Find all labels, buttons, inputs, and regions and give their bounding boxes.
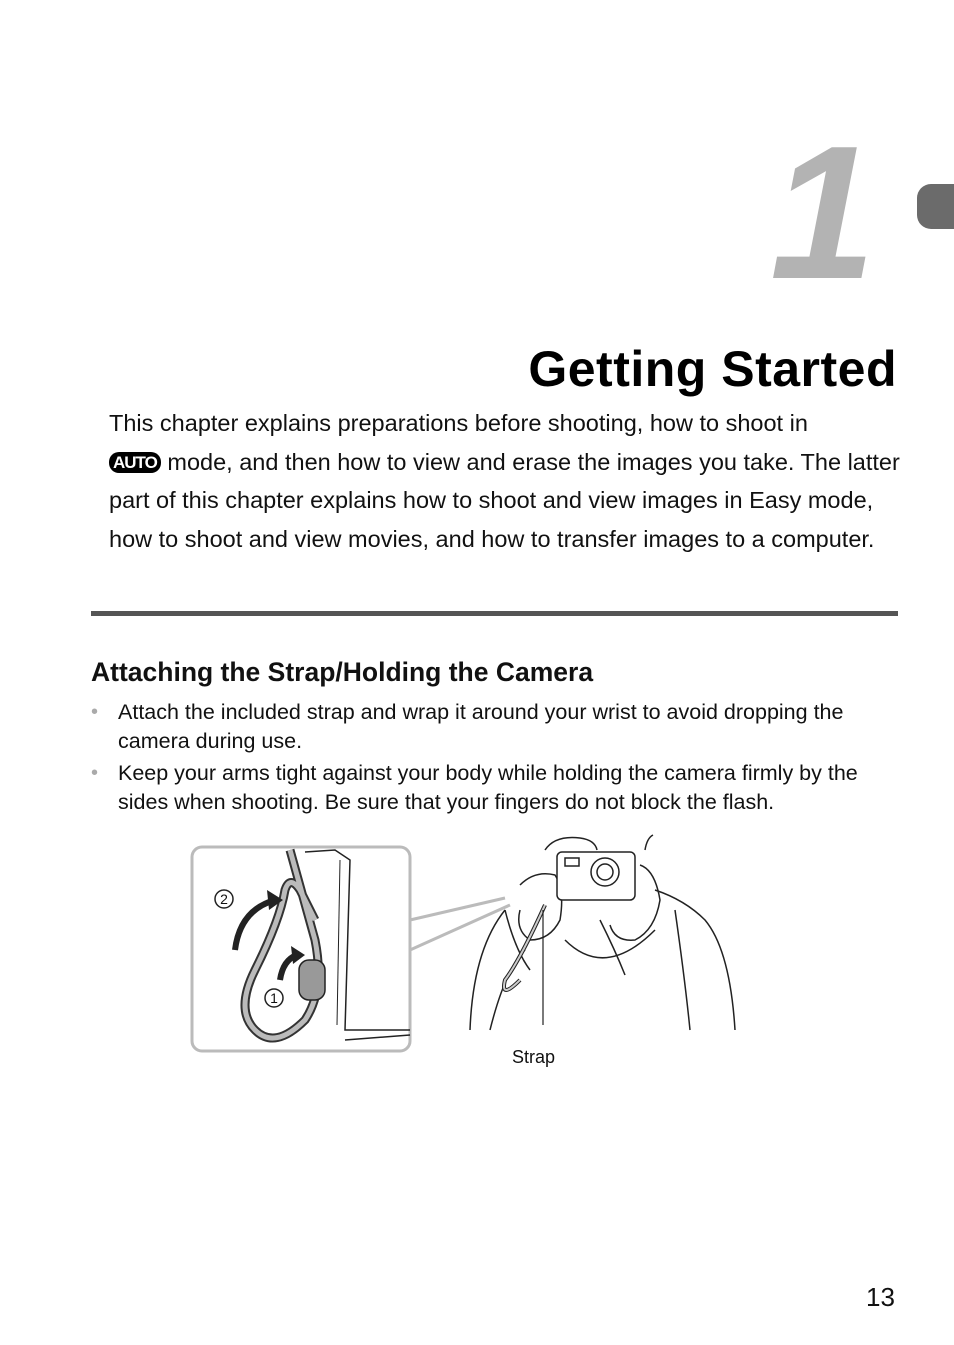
- intro-text-start: This chapter explains preparations before shooting, how to shoot in: [109, 410, 808, 436]
- step-1-label: 1: [270, 990, 278, 1006]
- strap-attach-inset: [192, 847, 410, 1051]
- intro-text-rest: mode, and then how to view and erase the images you take. The latter part of this chapter explains how to shoot and view images in Easy mode, how to shoot and view movies, and how to transfer images to a computer.: [109, 448, 900, 552]
- section-divider: [91, 611, 898, 616]
- person-holding-camera: [470, 835, 735, 1030]
- strap-label: Strap: [512, 1047, 556, 1067]
- bullet-icon: •: [91, 701, 99, 723]
- chapter-intro: [109, 404, 904, 558]
- list-item: [91, 698, 901, 756]
- instruction-list: [91, 698, 901, 820]
- auto-mode-icon: AUTO: [109, 452, 161, 473]
- callout-line: [410, 905, 510, 950]
- callout-line: [410, 898, 505, 920]
- bullet-text: Attach the included strap and wrap it around your wrist to avoid dropping the camera during use.: [118, 700, 844, 753]
- strap-illustration: [185, 830, 755, 1085]
- chapter-tab: [917, 184, 954, 229]
- page-number: 13: [866, 1282, 895, 1312]
- step-2-label: 2: [220, 891, 228, 907]
- bullet-icon: •: [91, 762, 99, 784]
- bullet-text: Keep your arms tight against your body while holding the camera firmly by the sides when shooting. Be sure that your fingers do not block the flash.: [118, 761, 858, 814]
- chapter-number: 1: [770, 107, 872, 319]
- section-heading: Attaching the Strap/Holding the Camera: [91, 657, 594, 687]
- list-item: [91, 759, 901, 817]
- chapter-title: Getting Started: [528, 341, 897, 397]
